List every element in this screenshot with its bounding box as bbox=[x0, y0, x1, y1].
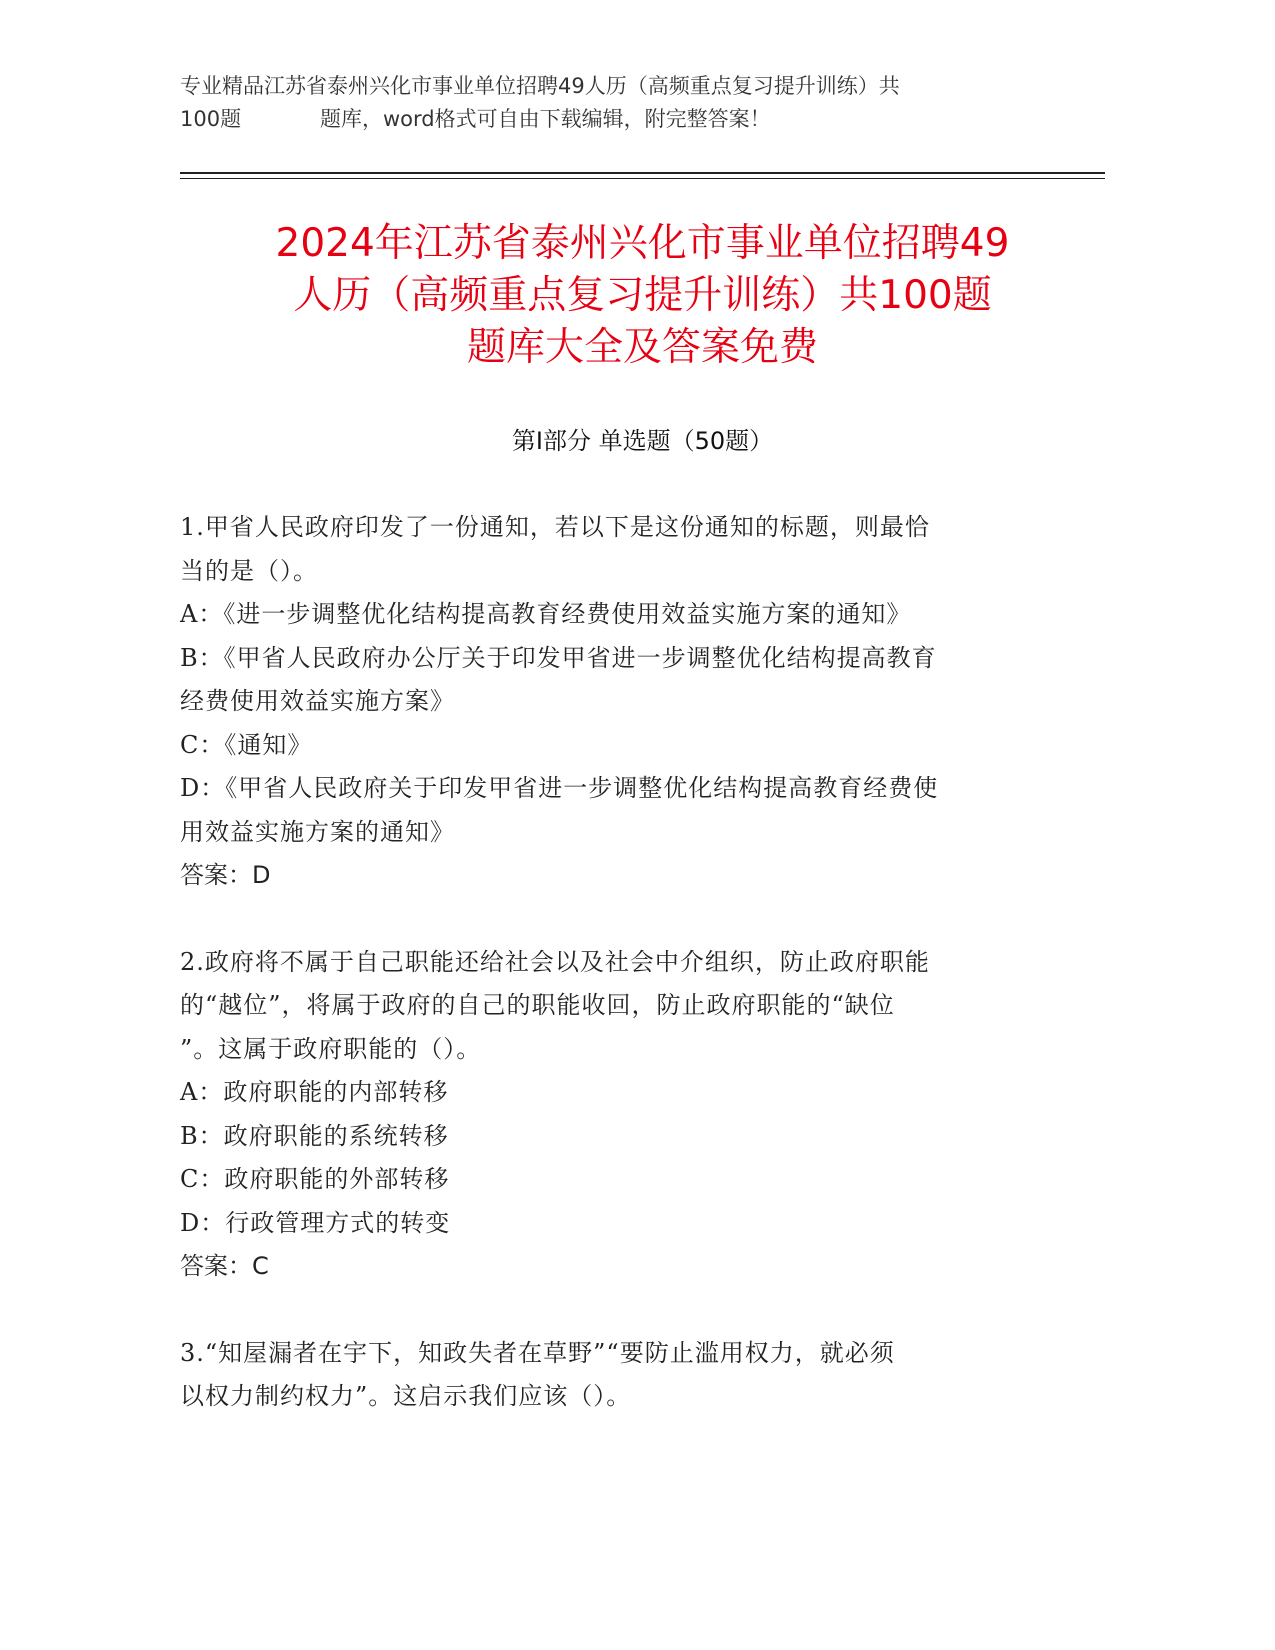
title-line-2: 人历（高频重点复习提升训练）共100题 bbox=[293, 273, 992, 318]
question-stem-line: 1.甲省人民政府印发了一份通知，若以下是这份通知的标题，则最恰 bbox=[180, 513, 930, 541]
question-item bbox=[180, 1332, 1040, 1419]
page-header bbox=[180, 70, 1040, 136]
option-line: 经费使用效益实施方案》 bbox=[180, 687, 455, 715]
question-stem-line: 3.“知屋漏者在宇下，知政失者在草野”“要防止滥用权力，就必须 bbox=[180, 1338, 895, 1367]
header-line-2 bbox=[180, 103, 1040, 136]
option-line: A：政府职能的内部转移 bbox=[180, 1078, 449, 1106]
header-description: 题库，word格式可自由下载编辑，附完整答案！ bbox=[320, 107, 771, 131]
document-title bbox=[180, 218, 1105, 374]
option-line: 用效益实施方案的通知》 bbox=[180, 817, 455, 846]
question-stem-line: 2.政府将不属于自己职能还给社会以及社会中介组织，防止政府职能 bbox=[180, 947, 930, 976]
header-divider-thin bbox=[180, 178, 1105, 179]
question-item bbox=[180, 506, 1040, 898]
question-stem-line: 的“越位”，将属于政府的自己的职能收回，防止政府职能的“缺位 bbox=[180, 991, 895, 1019]
title-line-3: 题库大全及答案免费 bbox=[466, 325, 818, 370]
question-list bbox=[180, 506, 1040, 1462]
option-line: B：《甲省人民政府办公厅关于印发甲省进一步调整优化结构提高教育 bbox=[180, 643, 937, 672]
header-question-count: 100题 bbox=[180, 107, 242, 131]
title-line-1: 2024年江苏省泰州兴化市事业单位招聘49 bbox=[275, 221, 1010, 266]
answer-line: 答案：C bbox=[180, 1252, 269, 1280]
question-stem-line: ”。这属于政府职能的（）。 bbox=[180, 1034, 482, 1063]
section-title: 第Ⅰ部分 单选题（50题） bbox=[511, 427, 774, 455]
option-line: B：政府职能的系统转移 bbox=[180, 1121, 449, 1150]
question-stem-line: 以权力制约权力”。这启示我们应该（）。 bbox=[180, 1382, 632, 1410]
header-line-1: 专业精品江苏省泰州兴化市事业单位招聘49人历（高频重点复习提升训练）共 bbox=[180, 74, 900, 98]
option-line: D：《甲省人民政府关于印发甲省进一步调整优化结构提高教育经费使 bbox=[180, 774, 939, 802]
option-line: C：政府职能的外部转移 bbox=[180, 1165, 450, 1193]
answer-line: 答案：D bbox=[180, 861, 271, 889]
option-line: C：《通知》 bbox=[180, 730, 313, 759]
question-stem-line: 当的是（）。 bbox=[180, 556, 318, 585]
header-divider-thick bbox=[180, 172, 1105, 174]
option-line: D：行政管理方式的转变 bbox=[180, 1208, 451, 1237]
question-item bbox=[180, 941, 1040, 1289]
option-line: A：《进一步调整优化结构提高教育经费使用效益实施方案的通知》 bbox=[180, 600, 912, 628]
